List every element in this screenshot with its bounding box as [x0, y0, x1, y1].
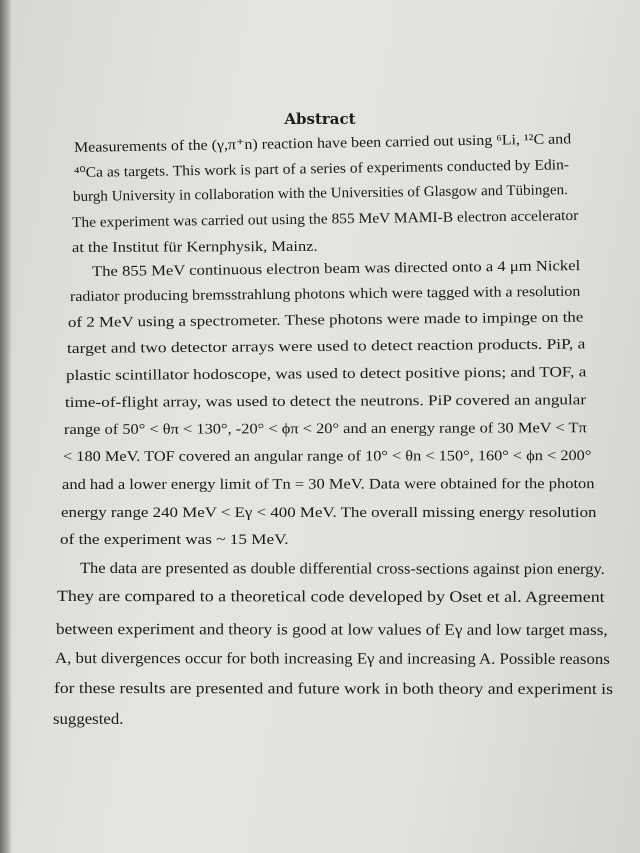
paragraph-3-line: A, but divergences occur for both increasing Eγ and increasing A. Possible reasons — [54, 650, 610, 668]
paragraph-3-line: between experiment and theory is good at low values of Eγ and low target mass, — [55, 621, 608, 639]
paragraph-2-line: of 2 MeV using a spectrometer. These photons were made to impinge on the — [67, 309, 584, 331]
paragraph-3-line: The data are presented as double differential cross-sections against pion energy. — [79, 560, 605, 578]
paragraph-2-line: range of 50° < θπ < 130°, -20° < ϕπ < 20° and an energy range of 30 MeV < Tπ — [63, 420, 587, 438]
paragraph-3-line: suggested. — [53, 711, 124, 728]
paragraph-2-line: energy range 240 MeV < Eγ < 400 MeV. The overall missing energy resolution — [61, 505, 597, 521]
paragraph-2-line: radiator producing bremsstrahlung photons which were tagged with a resolution — [69, 283, 581, 305]
page-title: Abstract — [284, 110, 356, 128]
paragraph-3-line: for these results are presented and future work in both theory and experiment is — [53, 680, 613, 698]
paragraph-2-line: of the experiment was ~ 15 MeV. — [60, 532, 289, 548]
paragraph-1-line: burgh University in collaboration with the Universities of Glasgow and Tübingen. — [72, 182, 569, 205]
paragraph-2-line: plastic scintillator hodoscope, was used to detect positive pions; and TOF, a — [65, 364, 587, 384]
paragraph-2-line: target and two detector arrays were used to detect reaction products. PiP, a — [66, 336, 586, 357]
paragraph-2-line: and had a lower energy limit of Tn = 30 MeV. Data were obtained for the photon — [61, 476, 595, 493]
paragraph-2-line: time-of-flight array, was used to detect the neutrons. PiP covered an angular — [64, 392, 587, 411]
paragraph-3-line: They are compared to a theoretical code developed by Oset et al. Agreement — [56, 588, 605, 606]
paragraph-2-line: The 855 MeV continuous electron beam was directed onto a 4 μm Nickel — [91, 258, 581, 280]
paragraph-1-line: at the Institut für Kernphysik, Mainz. — [71, 238, 318, 256]
paragraph-2-line: < 180 MeV. TOF covered an angular range of 10° < θn < 150°, 160° < ϕn < 200° — [62, 448, 592, 465]
paragraph-1-line: The experiment was carried out using the 855 MeV MAMI-B electron accelerator — [71, 207, 579, 231]
paragraph-1-line: Measurements of the (γ,π⁺n) reaction have been carried out using ⁶Li, ¹²C and — [73, 131, 572, 156]
paragraph-1-line: ⁴⁰Ca as targets. This work is part of a series of experiments conducted by Edin- — [73, 157, 570, 181]
